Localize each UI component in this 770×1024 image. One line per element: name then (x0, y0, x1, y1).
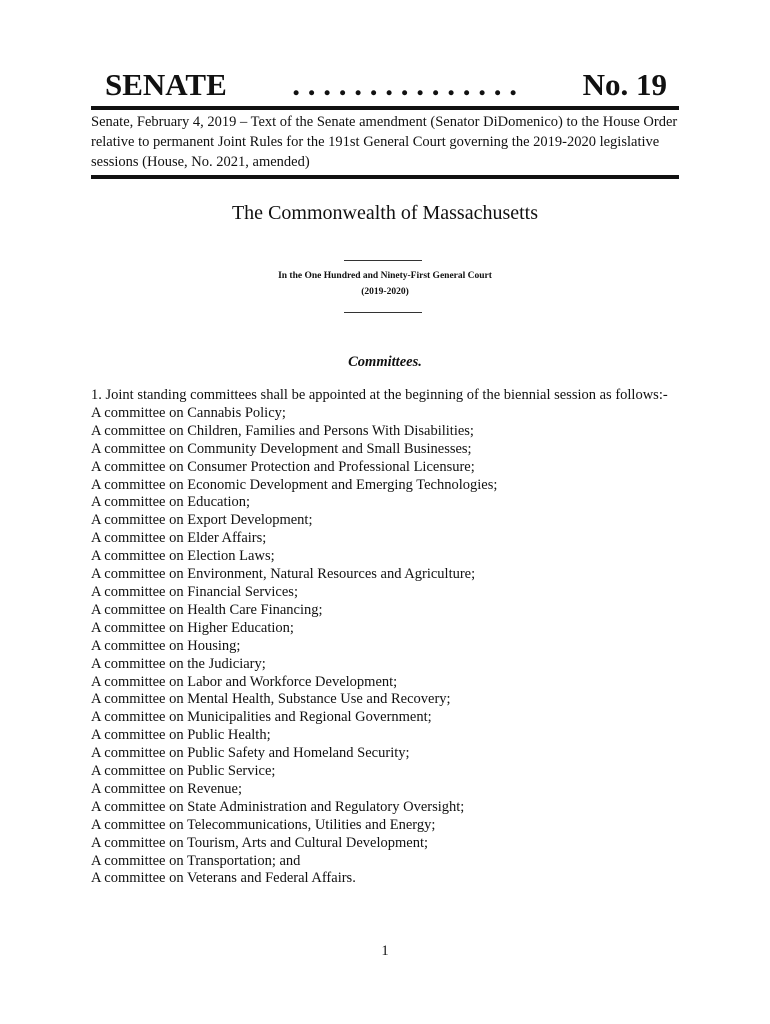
committee-item: A committee on State Administration and Regulatory Oversight; (91, 798, 465, 815)
committee-item: A committee on Higher Education; (91, 619, 294, 636)
committee-item: A committee on Economic Development and Emerging Technologies; (91, 476, 498, 493)
committee-list (91, 405, 671, 888)
committee-item: A committee on Telecommunications, Utilities and Energy; (91, 816, 436, 833)
commonwealth-title: The Commonwealth of Massachusetts (231, 202, 539, 224)
committee-item: A committee on Public Service; (91, 763, 276, 780)
committee-item: A committee on Financial Services; (91, 583, 298, 600)
committee-item: A committee on Consumer Protection and Professional Licensure; (91, 458, 475, 475)
page-number: 1 (381, 943, 389, 959)
committee-item: A committee on Revenue; (91, 780, 243, 797)
document-body (91, 387, 671, 888)
committee-item: A committee on Municipalities and Regional Government; (91, 709, 432, 726)
committee-item: A committee on Labor and Workforce Development; (91, 673, 398, 690)
document-summary: Senate, February 4, 2019 – Text of the Senate amendment (Senator DiDomenico) to the House Order relative to permanent Joint Rules for the 191st General Court governing the 2019-2020 legislative sessions (House, No. 2021, amended) (91, 114, 678, 170)
header-rule-bottom (91, 175, 679, 179)
committee-item: A committee on Education; (91, 494, 251, 511)
committee-item: A committee on Public Safety and Homeland Security; (91, 745, 410, 762)
court-rule-lower (344, 312, 422, 313)
document-number: No. 19 (582, 67, 667, 102)
committee-item: A committee on Tourism, Arts and Cultural Development; (91, 834, 429, 851)
committee-item: A committee on Housing; (91, 637, 241, 654)
chamber-label: SENATE (105, 67, 227, 102)
committee-item: A committee on Cannabis Policy; (91, 404, 286, 421)
header-dot-leader: . . . . . . . . . . . . . . . (292, 67, 518, 102)
section-heading: Committees. (348, 354, 422, 370)
committee-item: A committee on Election Laws; (91, 548, 275, 565)
document-header (105, 64, 667, 106)
header-rule-top (91, 106, 679, 110)
committee-item: A committee on Transportation; and (91, 852, 301, 869)
court-years: (2019-2020) (361, 287, 409, 297)
court-name: In the One Hundred and Ninety-First General Court (278, 271, 492, 281)
committee-item: A committee on Veterans and Federal Affairs. (91, 870, 356, 887)
committee-item: A committee on the Judiciary; (91, 655, 266, 672)
committee-item: A committee on Health Care Financing; (91, 601, 323, 618)
committee-item: A committee on Mental Health, Substance Use and Recovery; (91, 691, 451, 708)
court-rule-upper (344, 260, 422, 261)
committee-item: A committee on Community Development and Small Businesses; (91, 440, 472, 457)
committee-item: A committee on Public Health; (91, 727, 271, 744)
committee-item: A committee on Children, Families and Persons With Disabilities; (91, 422, 474, 439)
committee-item: A committee on Environment, Natural Resources and Agriculture; (91, 566, 476, 583)
intro-paragraph: 1. Joint standing committees shall be appointed at the beginning of the biennial session as follows:- (91, 387, 668, 403)
committee-item: A committee on Elder Affairs; (91, 530, 267, 547)
committee-item: A committee on Export Development; (91, 512, 313, 529)
